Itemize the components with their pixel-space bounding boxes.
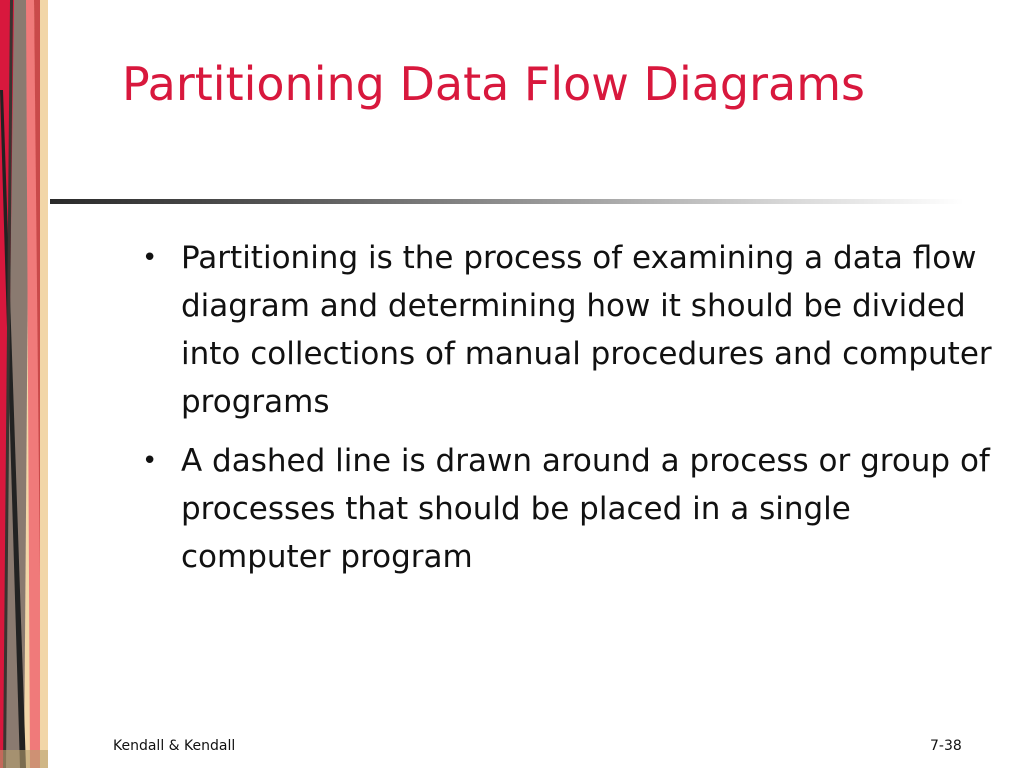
footer-author: Kendall & Kendall [113,738,236,754]
bullet-item [136,437,996,581]
title-divider [50,199,964,204]
bullet-glyph: • [142,446,158,476]
bullet-text: A dashed line is drawn around a process or group of processes that should be placed in a single computer program [181,443,990,575]
left-decorative-stripes [0,0,48,768]
footer-page-number: 7-38 [930,738,962,754]
bullet-glyph: • [142,243,158,273]
bullet-list [136,234,996,592]
bullet-text: Partitioning is the process of examining a data flow diagram and determining how it should be divided into collections of manual procedures and computer programs [181,240,992,420]
bullet-item [136,234,996,426]
slide-title: Partitioning Data Flow Diagrams [122,57,866,111]
